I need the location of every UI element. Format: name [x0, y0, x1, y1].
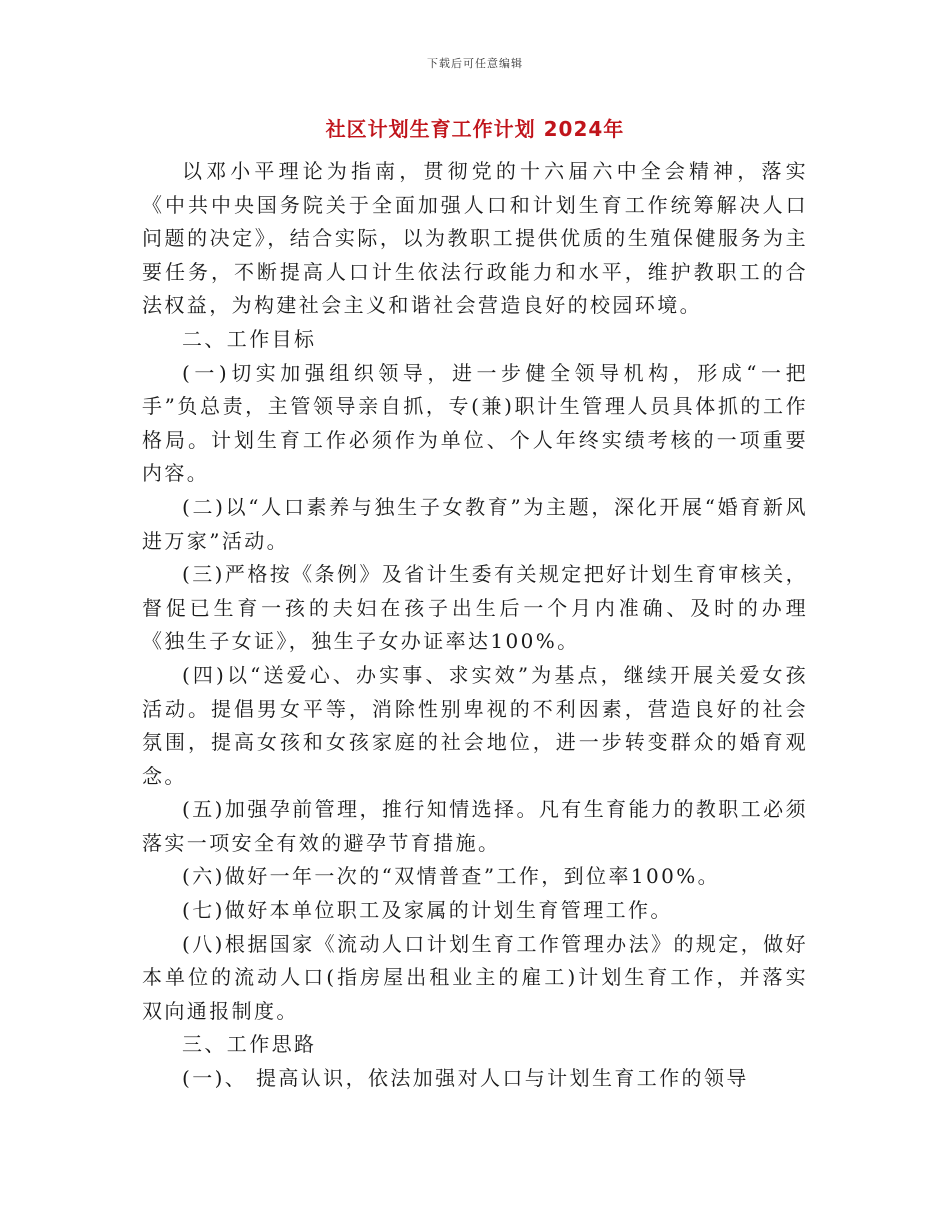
- document-body: [142, 155, 808, 1096]
- paragraph-goal-4: (四)以“送爱心、办实事、求实效”为基点，继续开展关爱女孩活动。提倡男女平等，消除性别卑视的不利因素，营造良好的社会氛围，提高女孩和女孩家庭的社会地位，进一步转变群众的婚育观念。: [142, 662, 808, 788]
- paragraph-goal-2: (二)以“人口素养与独生子女教育”为主题，深化开展“婚育新风进万家”活动。: [142, 494, 808, 553]
- paragraph-goal-7: (七)做好本单位职工及家属的计划生育管理工作。: [182, 898, 673, 923]
- paragraph-goal-5: (五)加强孕前管理，推行知情选择。凡有生育能力的教职工必须落实一项安全有效的避孕节育措施。: [142, 797, 808, 855]
- header-note: 下载后可任意编辑: [427, 57, 523, 70]
- section-heading-approach: 三、工作思路: [182, 1032, 317, 1057]
- section-heading-goals: 二、工作目标: [182, 326, 317, 351]
- paragraph-goal-1: (一)切实加强组织领导，进一步健全领导机构，形成“一把手”负总责，主管领导亲自抓，专(兼)职计生管理人员具体抓的工作格局。计划生育工作必须作为单位、个人年终实绩考核的一项重要内容。: [142, 360, 808, 486]
- paragraph-intro: 以邓小平理论为指南，贯彻党的十六届六中全会精神，落实《中共中央国务院关于全面加强人口和计划生育工作统筹解决人口问题的决定》，结合实际，以为教职工提供优质的生殖保健服务为主要任务，不断提高人口计生依法行政能力和水平，维护教职工的合法权益，为构建社会主义和谐社会营造良好的校园环境。: [142, 159, 808, 318]
- paragraph-goal-3: (三)严格按《条例》及省计生委有关规定把好计划生育审核关，督促已生育一孩的夫妇在孩子出生后一个月内准确、及时的办理《独生子女证》，独生子女办证率达100%。: [142, 562, 808, 654]
- document-title: 社区计划生育工作计划 2024年: [325, 117, 625, 141]
- paragraph-goal-6: (六)做好一年一次的“双情普查”工作，到位率100%。: [182, 864, 721, 889]
- paragraph-approach-1: (一)、 提高认识，依法加强对人口与计划生育工作的领导: [182, 1066, 749, 1091]
- paragraph-goal-8: (八)根据国家《流动人口计划生育工作管理办法》的规定，做好本单位的流动人口(指房屋出租业主的雇工)计划生育工作，并落实双向通报制度。: [142, 931, 808, 1023]
